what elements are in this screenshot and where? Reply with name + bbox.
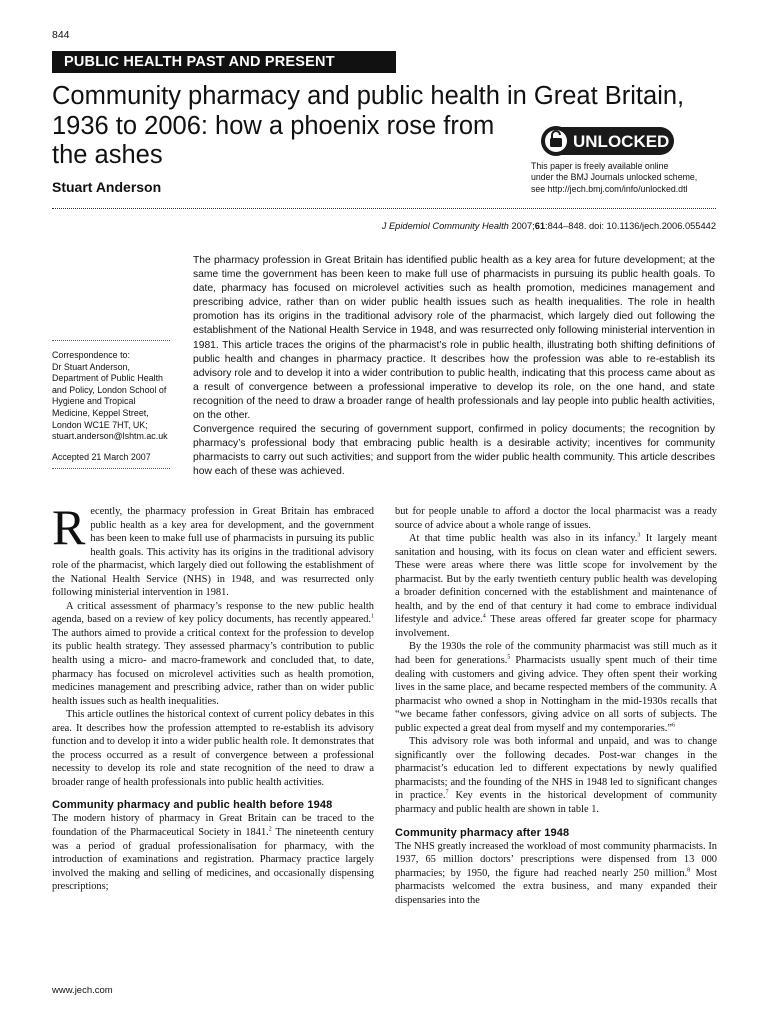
journal-name: J Epidemiol Community Health [381, 221, 509, 231]
dotted-divider [52, 208, 716, 209]
correspondence-line: Department of Public Health [52, 373, 163, 384]
body-paragraph: The modern history of pharmacy in Great Britain can be traced to the foundation of the Pharmaceutical Society in 1841.$^2$ The nineteenth century was a period of gradual professionalisation for pharmacy, with the introduction of examinations and registration. Pharmacy practice largely involved the making and selling of medicines, and occasionally dispensing prescriptions; [52, 813, 375, 893]
dotted-divider [52, 468, 170, 469]
reference-marker[interactable]: 4 [482, 613, 486, 620]
title-line-1: Community pharmacy and public health in Great Britain, [52, 82, 685, 110]
abstract-paragraph: Convergence required the securing of government support, confirmed in policy documents; the recognition by pharmacy’s professional body that embracing public health is a desirable activity; incentives for community pharmacists to carry out such activities; and support from the wider public health community. This article describes how each of these was achieved. [193, 424, 715, 478]
correspondence-line: Dr Stuart Anderson, [52, 361, 130, 372]
correspondence-line: Medicine, Keppel Street, [52, 407, 149, 418]
body-paragraph: By the 1930s the role of the community pharmacist was still much as it had been for generations.$^5$ Pharmacists usually spent much of their time dealing with customers and giving advice. They often spent their working lives in the same place, and became respected members of the community. A pharmacist who owned a shop in Nottingham in the mid-1930s recalls that “we became father confessors, giving advice on all sorts of subjects. The public expected a great deal from myself and my contemporaries.”$^6$ [395, 641, 717, 734]
section-label: PUBLIC HEALTH PAST AND PRESENT [52, 51, 396, 73]
citation-volume: 61 [534, 221, 546, 231]
body-paragraph: This advisory role was both informal and unpaid, and was to change significantly over the following decades. Post-war changes in the pharmacist’s education led to different expectations by newly qualified pharmacists; and the founding of the NHS in 1948 led to significant changes in practice.$^7$ Key events in the historical development of community pharmacy and public health are shown in table 1. [395, 736, 717, 816]
drop-cap: R [52, 499, 86, 555]
abstract-paragraph: The pharmacy profession in Great Britain has identified public health as a key area for future development; at the same time the government has been keen to make full use of pharmacists in pursuing its public health goals. To date, pharmacy has focused on microlevel activities such as health promotion, medicines management and prescribing advice, rather than on wider public health issues such as health inequalities. The role in health promotion has its origins in the traditional advisory role of the pharmacist, which largely died out following the establishment of the National Health Service in 1948, and was resurrected only following ministerial intervention in 1981. This article traces the origins of the pharmacist’s role in public health, illustrating both shifting definitions of public health and changes in pharmacy practice. It describes how the profession was able to re-establish its advisory role and to develop it into a wider contribution to public health, indicating that this process came about as a result of convergence between a professional imperative to develop its role, on the one hand, and state recognition of the need to draw a broader range of health professionals and lay people into public health activities, on the other. [193, 255, 715, 422]
citation-pages-doi: :844–848. doi: 10.1136/jech.2006.055442 [545, 221, 716, 231]
unlocked-note-line: see http://jech.bmj.com/info/unlocked.dtl [531, 183, 688, 194]
body-paragraph: Recently, the pharmacy profession in Great Britain has embraced public health as a key area for development, and the government has been keen to make full use of pharmacists in pursuing its public health goals. This activity has its origins in the traditional advisory role of the pharmacist, which largely died out following the establishment of the National Health Service (NHS) in 1948, and was resurrected only following ministerial intervention in 1981. [52, 499, 374, 599]
body-paragraph: The NHS greatly increased the workload of most community pharmacists. In 1937, 65 million doctors’ prescriptions were dispensed from 13 000 pharmacies; by 1950, the figure had reached nearly 250 million.$^8$ Most pharmacists welcomed the extra business, and many expanded their dispensaries into the [395, 840, 717, 906]
unlocked-note [531, 161, 721, 195]
author-name: Stuart Anderson [52, 179, 162, 195]
correspondence-line: and Policy, London School of [52, 384, 167, 395]
correspondence-line: Correspondence to: [52, 350, 130, 360]
unlocked-badge [540, 126, 676, 156]
unlocked-note-line: This paper is freely available online [531, 161, 669, 171]
section-heading: Community pharmacy after 1948 [395, 826, 570, 839]
reference-marker[interactable]: 5 [507, 654, 511, 661]
dotted-divider [52, 340, 170, 341]
reference-marker[interactable]: 6 [671, 722, 675, 729]
body-column-left [52, 499, 375, 894]
body-paragraph: A critical assessment of pharmacy’s response to the new public health agenda, based on a review of key policy documents, has recently appeared.$^1$ The authors aimed to provide a critical context for the profession to develop its public health strategy. They assessed pharmacy’s contribution to public health using a micro- and macro-framework and concluded that, to date, pharmacy has focused on microlevel activities such as health promotion, medicines management and prescribing advice, rather than on wider public health issues such as health inequalities. [52, 600, 374, 707]
reference-marker[interactable]: 7 [445, 790, 449, 797]
correspondence-line: London WC1E 7HT, UK; [52, 419, 148, 430]
correspondence-block [52, 340, 182, 469]
citation-line [382, 221, 716, 231]
accepted-date: Accepted 21 March 2007 [52, 451, 151, 462]
title-line-3: the ashes [52, 141, 163, 169]
reference-marker[interactable]: 8 [687, 867, 691, 874]
reference-marker[interactable]: 2 [268, 826, 272, 833]
correspondence-email[interactable]: stuart.anderson@lshtm.ac.uk [52, 431, 168, 442]
body-paragraph: At that time public health was also in its infancy.$^3$ It largely meant sanitation and housing, with its focus on clean water and efficient sewers. These were areas where there was little scope for involvement by the pharmacist. But by the early twentieth century public health was developing a broader definition concerned with the establishment and maintenance of health, and by the end of that century it had come to embrace individual lifestyle and advice.$^4$ These areas offered far greater scope for pharmacy involvement. [395, 532, 717, 639]
abstract [193, 254, 715, 480]
correspondence-line: Hygiene and Tropical [52, 396, 136, 407]
body-paragraph: This article outlines the historical context of current policy debates in this area. It describes how the profession attempted to re-establish its advisory function and to develop it into a wider public health role. It demonstrates that the process occurred as a result of convergence between a professional necessity to develop its role and state recognition of the need to draw a broader range of health professionals into public health activities. [52, 709, 374, 788]
title-line-2: 1936 to 2006: how a phoenix rose from [52, 111, 495, 140]
unlocked-note-line: under the BMJ Journals unlocked scheme, [531, 172, 698, 183]
reference-marker[interactable]: 3 [637, 532, 641, 539]
body-column-right [395, 505, 717, 907]
page-number: 844 [52, 29, 70, 41]
footer-url[interactable]: www.jech.com [52, 985, 113, 996]
section-heading: Community pharmacy and public health before 1948 [52, 799, 333, 812]
body-paragraph: but for people unable to afford a doctor the local pharmacist was a ready source of advice about a whole range of issues. [395, 506, 717, 531]
unlocked-text: UNLOCKED [573, 132, 670, 151]
citation-year: 2007; [511, 221, 535, 231]
reference-marker[interactable]: 1 [371, 613, 374, 620]
